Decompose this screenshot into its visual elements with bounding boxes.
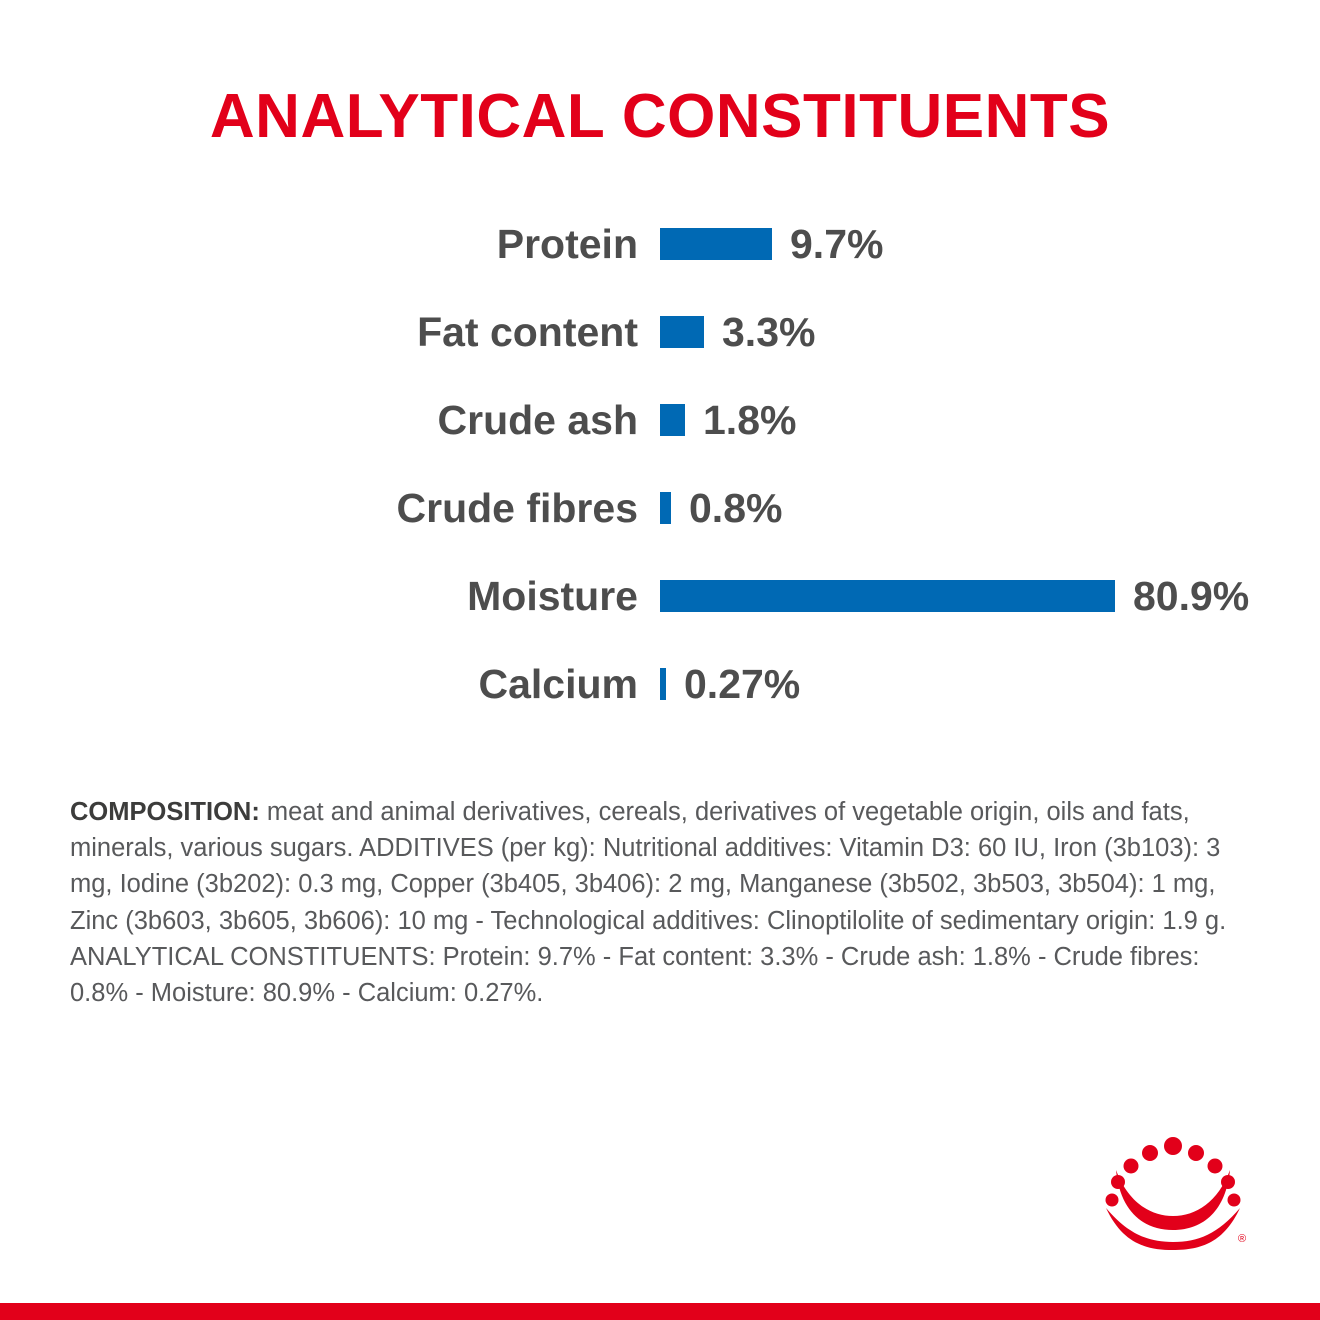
bottom-accent-bar: [0, 1303, 1320, 1320]
chart-row-label: Protein: [496, 220, 638, 267]
chart-row: [60, 464, 1260, 552]
chart-row: [60, 200, 1260, 288]
chart-row-label: Calcium: [478, 660, 638, 707]
chart-row-label: Moisture: [467, 572, 638, 619]
chart-row-label: Crude ash: [437, 396, 638, 443]
chart-row-label: Fat content: [417, 308, 638, 355]
chart-row-value: 80.9%: [1133, 572, 1250, 619]
chart-row-label: Crude fibres: [396, 484, 638, 531]
chart-row-bar: [660, 228, 772, 260]
chart-row-value: 0.27%: [684, 660, 801, 707]
analytical-constituents-chart: [0, 200, 1320, 728]
chart-row-value: 9.7%: [790, 220, 884, 267]
registered-mark: ®: [1238, 1233, 1247, 1245]
chart-row-bar: [660, 316, 704, 348]
composition-heading: COMPOSITION:: [70, 798, 260, 826]
chart-row: [60, 376, 1260, 464]
chart-row: [60, 288, 1260, 376]
royal-canin-crown-logo: [1098, 1130, 1248, 1250]
composition-paragraph: [70, 794, 1250, 1011]
chart-row-bar: [660, 404, 685, 436]
chart-row-bar: [660, 492, 671, 524]
chart-row-value: 0.8%: [689, 484, 783, 531]
chart-row-value: 1.8%: [703, 396, 797, 443]
page-title: ANALYTICAL CONSTITUENTS: [209, 82, 1111, 151]
chart-row: [60, 552, 1260, 640]
chart-row: [60, 640, 1260, 728]
composition-text: meat and animal derivatives, cereals, derivatives of vegetable origin, oils and fats, minerals, various sugars. ADDITIVES (per kg): Nutritional additives: Vitamin D3: 60 IU, Iron (3b103): 3 mg, Iodine (3b202): 0.3 mg, Copper (3b405, 3b406): 2 mg, Manganese (3b502, 3b503, 3b504): 1 mg, Zinc (3b603, 3b605, 3b606): 10 mg - Technological additives: Clinoptilolite of sedimentary origin: 1.9 g. ANALYTICAL CONSTITUENTS: Protein: 9.7% - Fat content: 3.3% - Crude ash: 1.8% - Crude fibres: 0.8% - Moisture: 80.9% - Calcium: 0.27%.: [70, 798, 1227, 1008]
chart-row-bar: [660, 580, 1115, 612]
chart-row-value: 3.3%: [722, 308, 816, 355]
